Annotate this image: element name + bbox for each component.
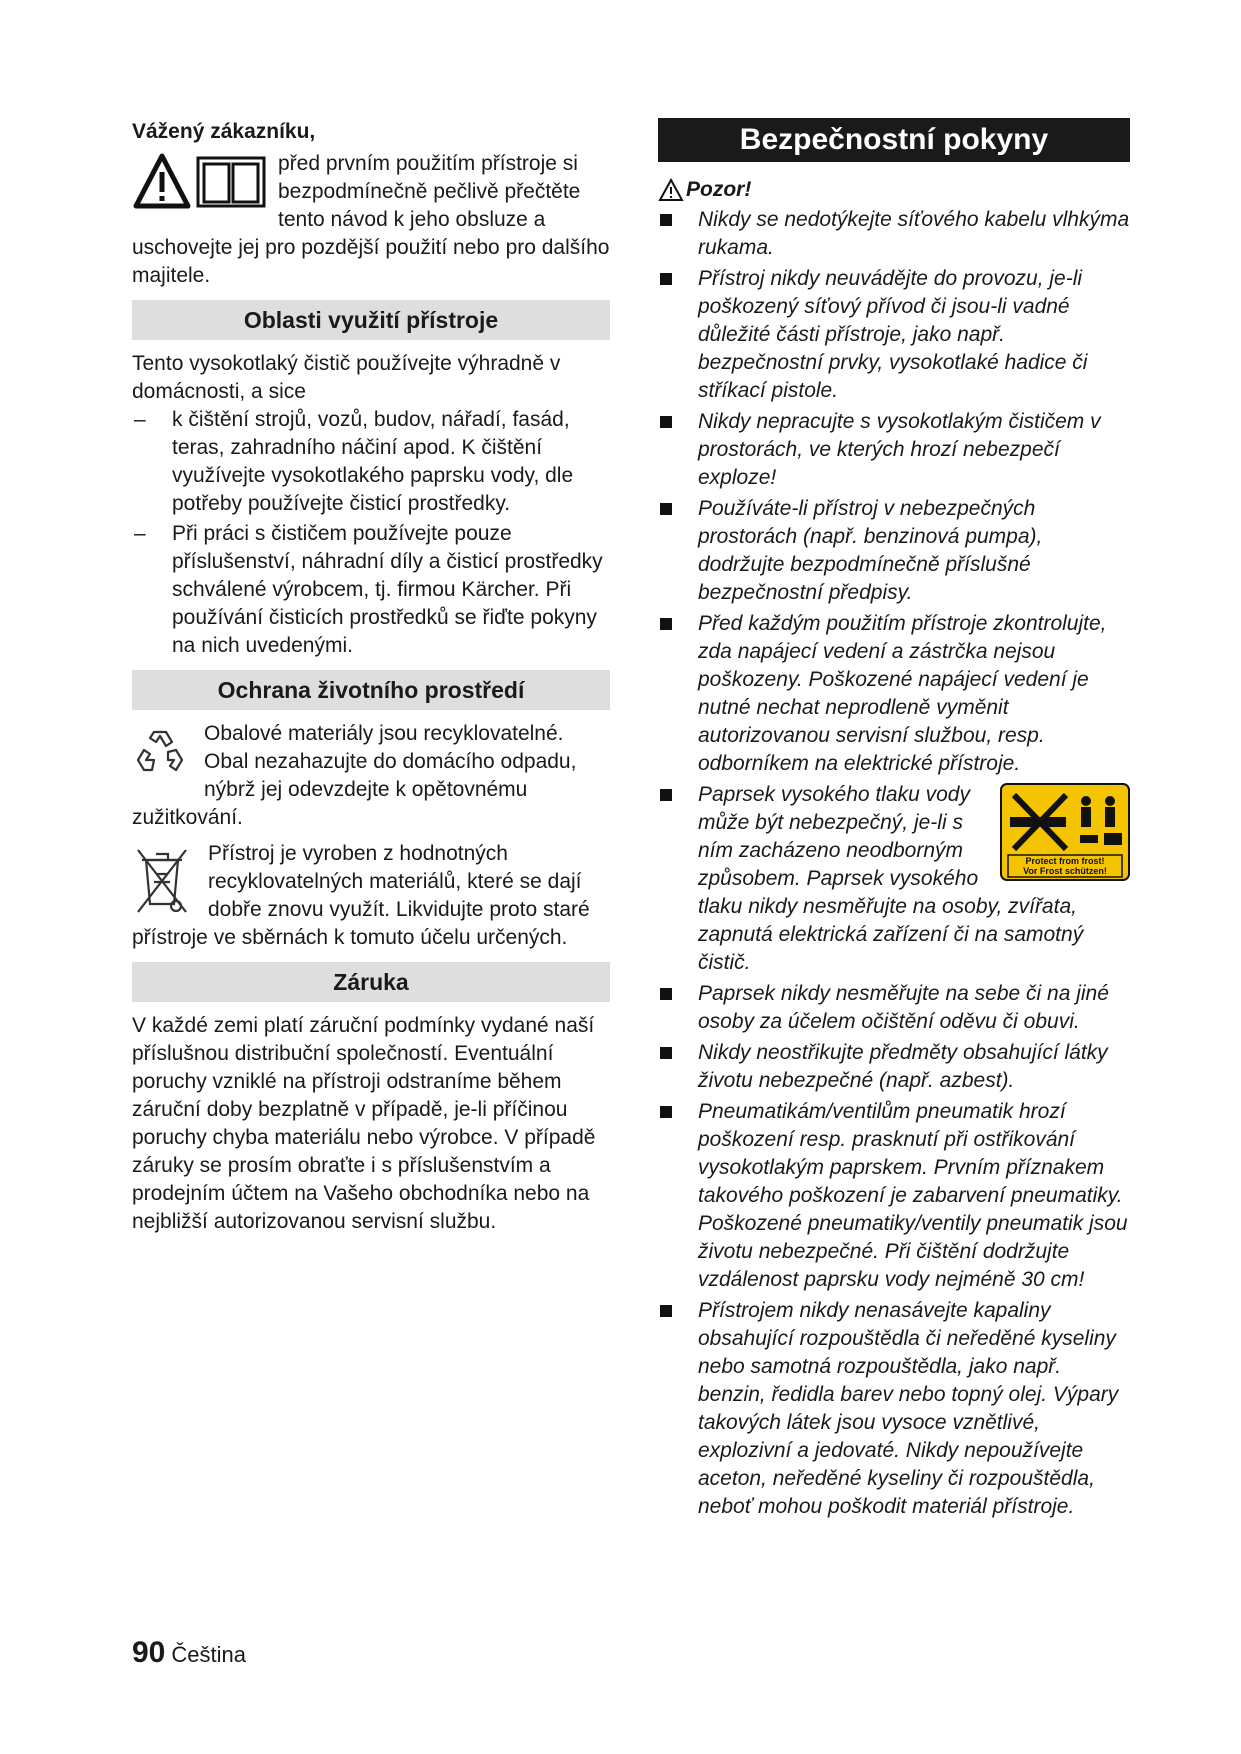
list-item: Před každým použitím přístroje zkontrolujte, zda napájecí vedení a zástrčka nejsou poškozeny. Poškozené napájecí vedení je nutné nechat neprodleně vyměnit autorizovanou servisní službou, resp. odborníkem na elektrické přístroje.: [658, 610, 1130, 778]
list-item: Pneumatikám/ventilům pneumatik hrozí poškození resp. prasknutí při ostřikování vysokotlakým paprskem. Prvním příznakem takového poškození je zabarvení pneumatiky. Poškozené pneumatiky/ventily pneumatik jsou životu nebezpečné. Při čištění dodržujte vzdálenost paprsku vody nejméně 30 cm!: [658, 1098, 1130, 1294]
list-item: Nikdy se nedotýkejte síťového kabelu vlhkýma rukama.: [658, 206, 1130, 262]
device-disposal-text: Přístroj je vyroben z hodnotných recyklovatelných materiálů, které se dají dobře znovu využít. Likvidujte proto staré přístroje ve sběrnách k tomuto účelu určených.: [132, 842, 590, 949]
right-column: [658, 118, 1130, 1524]
caution-label: Pozor!: [658, 176, 1130, 204]
warranty-heading: Záruka: [132, 962, 610, 1002]
list-item: Nikdy nepracujte s vysokotlakým čističem v prostorách, ve kterých hrozí nebezpečí exploze!: [658, 408, 1130, 492]
frost-label-de: Vor Frost schützen!: [1023, 866, 1107, 876]
recycle-icon: [132, 724, 188, 780]
usage-list: [132, 406, 610, 660]
page-footer: [132, 1636, 246, 1670]
list-item: Paprsek nikdy nesměřujte na sebe či na jiné osoby za účelem očištění oděvu či obuvi.: [658, 980, 1130, 1036]
frost-label-en: Protect from frost!: [1025, 856, 1105, 866]
warning-manual-icon: [132, 152, 268, 212]
intro-text: před prvním použitím přístroje si bezpodmínečně pečlivě přečtěte tento návod k jeho obsluze a uschovejte jej pro pozdější použití nebo pro dalšího majitele.: [132, 152, 610, 287]
warranty-text: V každé zemi platí záruční podmínky vydané naší příslušnou distribuční společností. Eventuální poruchy vzniklé na přístroji odstraníme během záruční doby bezplatně v případě, je-li příčinou poruchy chyba materiálu nebo výrobce. V případě záruky se prosím obraťte i s příslušenstvím a prodejním účtem na Vašeho obchodníka nebo na nejbližší autorizovanou servisní službu.: [132, 1014, 596, 1233]
safety-heading: Bezpečnostní pokyny: [658, 118, 1130, 162]
usage-heading: Oblasti využití přístroje: [132, 300, 610, 340]
list-item: Používáte-li přístroj v nebezpečných prostorách (např. benzinová pumpa), dodržujte bezpodmínečně příslušné bezpečnostní předpisy.: [658, 495, 1130, 607]
left-column: [132, 118, 610, 1236]
frost-label-text: [1008, 856, 1122, 876]
list-item: Nikdy neostřikujte předměty obsahující látky životu nebezpečné (např. azbest).: [658, 1039, 1130, 1095]
crossed-bin-icon: [132, 844, 192, 918]
list-item: Přístrojem nikdy nenasávejte kapaliny obsahující rozpouštědla či neředěné kyseliny nebo samotná rozpouštědla, jako např. benzin, ředidla barev nebo topný olej. Výpary takových látek jsou vysoce vznětlivé, explozivní a jedovaté. Nikdy nepoužívejte aceton, neředěné kyseliny či rozpouštědla, neboť mohou poškodit materiál přístroje.: [658, 1297, 1130, 1521]
list-item: – Při práci s čističem používejte pouze příslušenství, náhradní díly a čisticí prostředky schválené výrobcem, tj. firmou Kärcher. Při používání čisticích prostředků se řiďte pokyny na nich uvedenými.: [134, 522, 603, 657]
packaging-block: [132, 720, 610, 832]
list-item: Přístroj nikdy neuvádějte do provozu, je-li poškozený síťový přívod či jsou-li vadné důležité části přístroje, jako např. bezpečnostní prvky, vysokotlaké hadice či stříkací pistole.: [658, 265, 1130, 405]
environment-heading: Ochrana životního prostředí: [132, 670, 610, 710]
packaging-text: Obalové materiály jsou recyklovatelné. Obal nezahazujte do domácího odpadu, nýbrž jej odevzdejte k opětovnému zužitkování.: [132, 722, 577, 829]
page-number: 90: [132, 1636, 166, 1669]
greeting: Vážený zákazníku,: [132, 120, 316, 143]
intro-block: [132, 150, 610, 290]
list-item: Paprsek vysokého tlaku vody může být nebezpečný, je-li s ním zacházeno neodborným způsobem. Paprsek vysokého tlaku nikdy nesměřujte na osoby, zvířata, zapnutá elektrická zařízení či na samotný čistič.: [658, 781, 1130, 977]
usage-lead: Tento vysokotlaký čistič používejte výhradně v domácnosti, a sice: [132, 352, 561, 403]
device-disposal-block: [132, 840, 610, 952]
page-language: Čeština: [171, 1642, 246, 1667]
warning-triangle-icon: [658, 178, 684, 202]
list-item: – k čištění strojů, vozů, budov, nářadí, fasád, teras, zahradního náčiní apod. K čištění využívejte vysokotlakého paprsku vody, dle potřeby používejte čisticí prostředky.: [134, 408, 574, 515]
